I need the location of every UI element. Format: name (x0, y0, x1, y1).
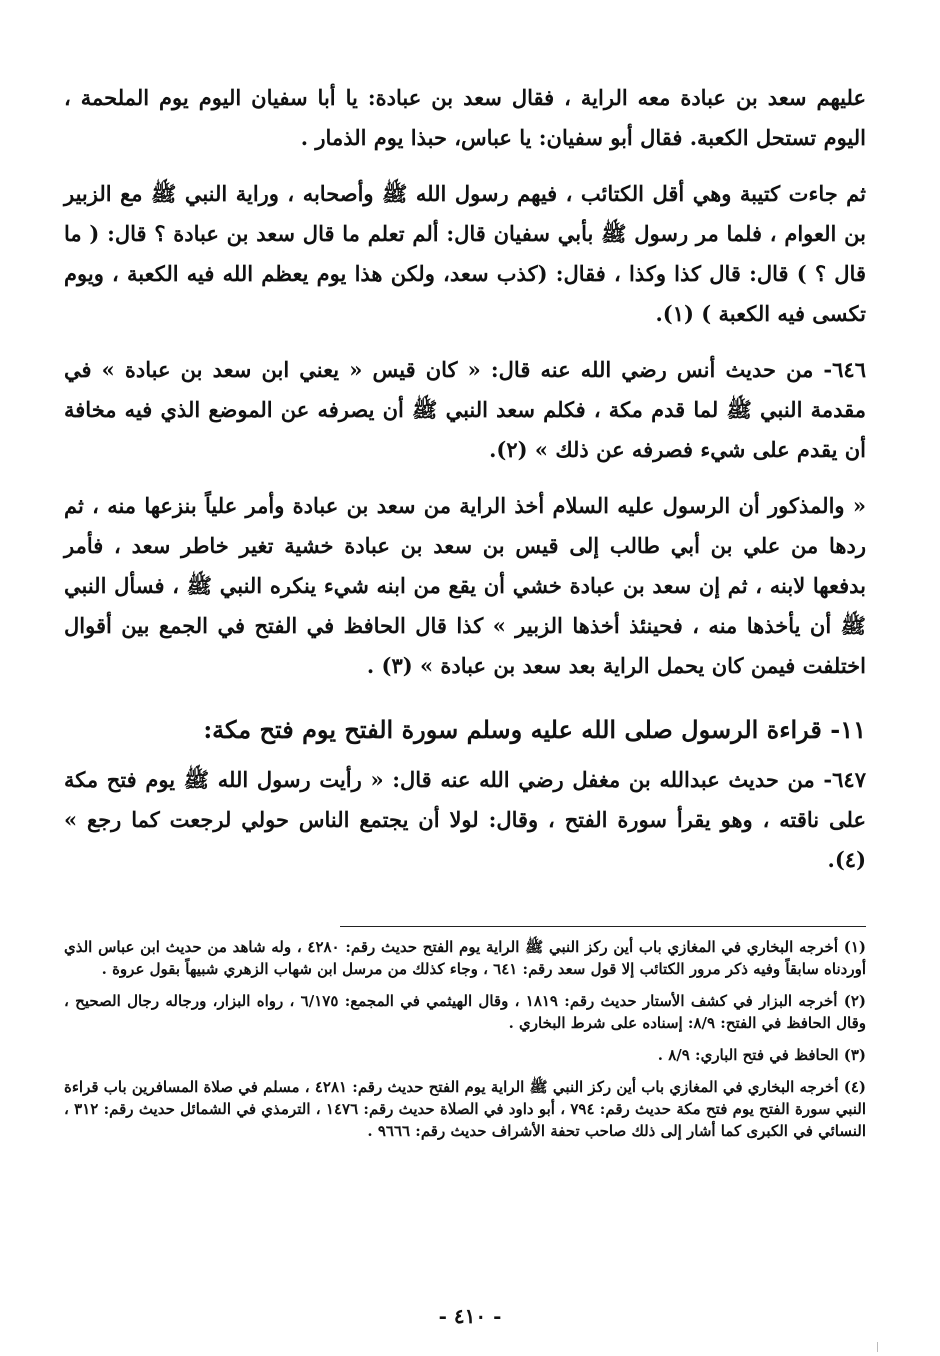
paragraph-1: عليهم سعد بن عبادة معه الراية ، فقال سعد بن عبادة: يا أبا سفيان اليوم يوم الملحمة ، اليوم تستحل الكعبة. فقال أبو سفيان: يا عباس، حبذا يوم الذمار . (64, 85, 866, 150)
paragraph-hadith-646: ٦٤٦- من حديث أنس رضي الله عنه قال: « كان قيس « يعني ابن سعد بن عبادة » في مقدمة النبي ﷺ لما قدم مكة ، فكلم سعد النبي ﷺ أن يصرفه عن الموضع الذي فيه مخافة أن يقدم على شيء فصرفه عن ذلك » (٢). (64, 357, 866, 462)
footnote-2: (٢) أخرجه البزار في كشف الأستار حديث رقم: ١٨١٩ ، وقال الهيثمي في المجمع: ٦/١٧٥ ، رواه البزار، ورجاله رجال الصحيح ، وقال الحافظ في الفتح: ٨/٩: إسناده على شرط البخاري . (64, 992, 866, 1032)
main-text (64, 78, 866, 896)
paragraph-4: « والمذكور أن الرسول عليه السلام أخذ الراية من سعد بن عبادة وأمر علياً بنزعها منه ، ثم ردها من علي بن أبي طالب إلى قيس بن سعد بن عبادة خشية تغير خاطر سعد ، فأمر بدفعها لابنه ، ثم إن سعد بن عبادة خشي أن يقع من ابنه شيء ينكره النبي ﷺ ، فسأل النبي ﷺ أن يأخذها منه ، فحينئذ أخذها الزبير » كذا قال الحافظ في الفتح في الجمع بين أقوال اختلفت فيمن كان يحمل الراية بعد سعد بن عبادة » (٣) . (64, 493, 866, 678)
footnote-4: (٤) أخرجه البخاري في المغازي باب أين ركز النبي ﷺ الراية يوم الفتح حديث رقم: ٤٢٨١ ، مسلم في صلاة المسافرين باب قراءة النبي سورة الفتح يوم فتح مكة حديث رقم: ٧٩٤ ، أبو داود في الصلاة حديث رقم: ١٤٧٦ ، الترمذي في الشمائل حديث رقم: ٣١٢ ، النسائي في الكبرى كما أشار إلى ذلك صاحب تحفة الأشراف حديث رقم: ٩٦٦٦ . (64, 1078, 866, 1140)
footnote-3: (٣) الحافظ في فتح الباري: ٨/٩ . (657, 1046, 866, 1064)
page-number: - ٤١٠ - (438, 1304, 502, 1328)
paragraph-2: ثم جاءت كتيبة وهي أقل الكتائب ، فيهم رسول الله ﷺ وأصحابه ، وراية النبي ﷺ مع الزبير بن العوام ، فلما مر رسول ﷺ بأبي سفيان قال: ألم تعلم ما قال سعد بن عبادة ؟ قال: ( ما قال ؟ ) قال: قال كذا وكذا ، فقال: (كذب سعد، ولكن هذا يوم يعظم الله فيه الكعبة ، ويوم تكسى فيه الكعبة ) (١). (64, 181, 866, 326)
scan-edge-mark (877, 1342, 878, 1352)
paragraph-hadith-647: ٦٤٧- من حديث عبدالله بن مغفل رضي الله عنه قال: « رأيت رسول الله ﷺ يوم فتح مكة على ناقته ، وهو يقرأ سورة الفتح ، وقال: لولا أن يجتمع الناس حولي لرجعت كما رجع » (٤). (64, 767, 866, 872)
footnotes (64, 936, 866, 1152)
section-heading: ١١- قراءة الرسول صلى الله عليه وسلم سورة الفتح يوم فتح مكة: (203, 715, 866, 744)
footnote-1: (١) أخرجه البخاري في المغازي باب أين ركز النبي ﷺ الراية يوم الفتح حديث رقم: ٤٢٨٠ ، وله شاهد من حديث ابن عباس الذي أوردناه سابقاً وفيه ذكر مرور الكتائب إلا قول سعد رقم: ٦٤١ ، وجاء كذلك من مرسل ابن شهاب الزهري شبيهاً بقول عروة . (64, 938, 866, 978)
footnote-separator (340, 926, 866, 927)
